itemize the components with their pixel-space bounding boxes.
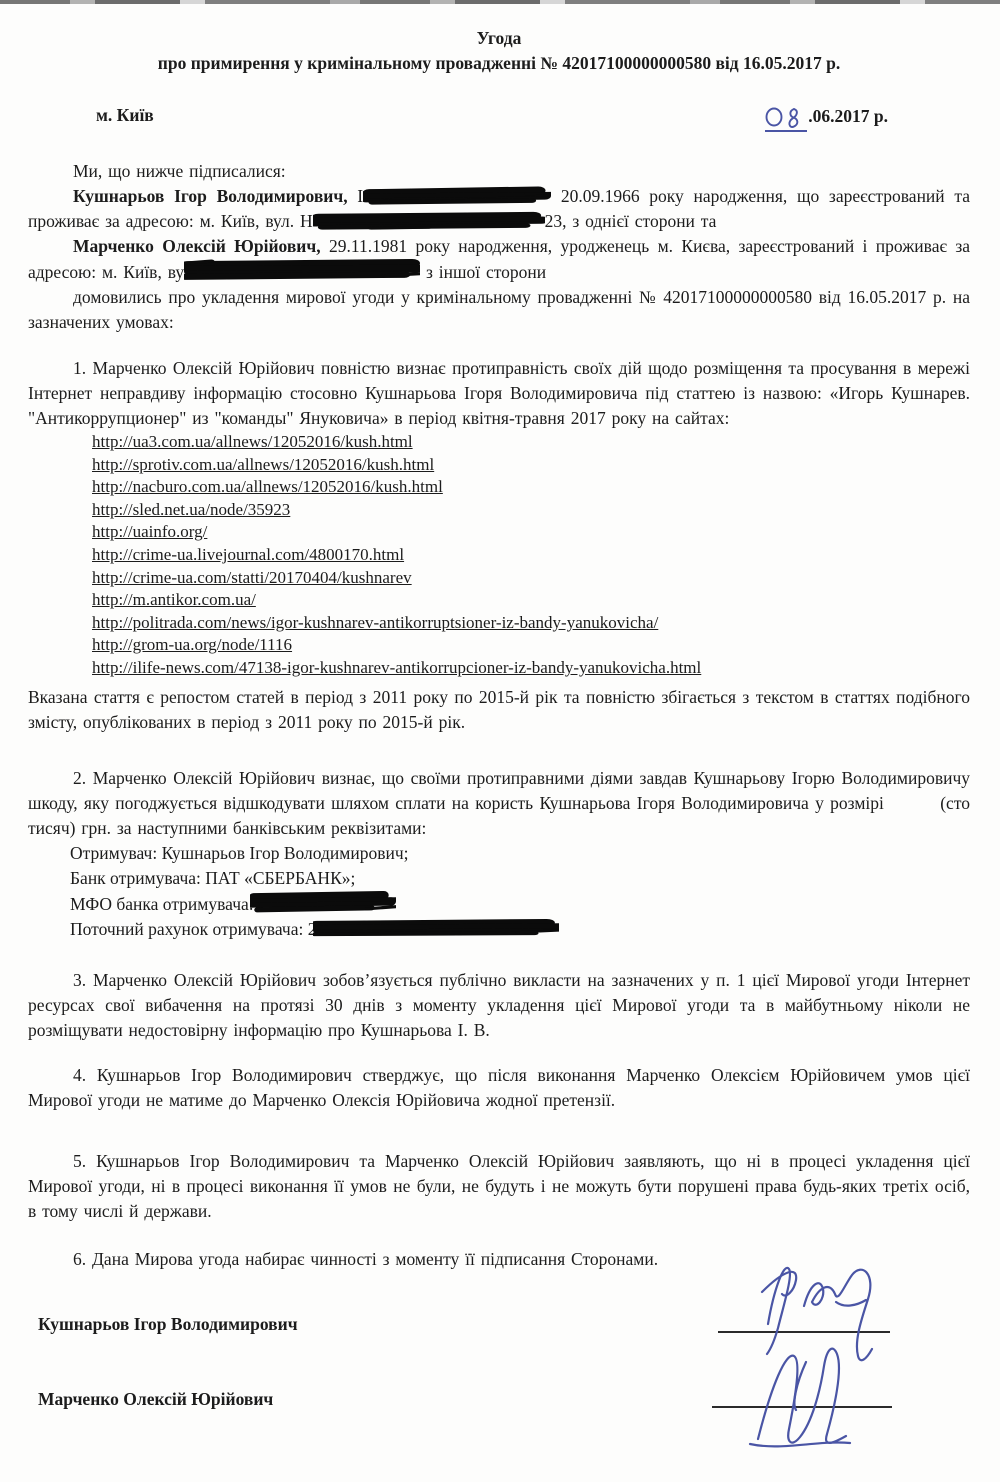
signature-line-1 [718,1331,890,1333]
paragraph-4: 4. Кушнарьов Ігор Володимирович стверджує, що після виконання Марченко Олексієм Юрійовичем умов цієї Мирової угоди не матиме до Марченко Олексія Юрійовича жодної претензії. [28,1064,970,1110]
signature-line-2 [712,1406,892,1408]
p2-amount: (сто тисяч) грн. [28,792,970,838]
agreement-paragraph: домовились про укладення мирової угоди у кримінальному провадженні № 42017100000000580 від 16.05.2017 р. на зазначених умовах: [28,287,970,332]
url-item: http://ua3.com.ua/allnews/12052016/kush.html [92,432,413,451]
scan-edge-artifact [0,0,1000,4]
p2-text2: за наступними банківським реквізитами: [116,817,427,838]
url-item: http://ilife-news.com/47138-igor-kushnarev-antikorrupcioner-iz-bandy-yanukovicha.html [92,657,702,677]
party1-name: Кушнарьов Ігор Володимирович, [73,186,348,206]
detail-account [28,917,970,942]
detail-account-visible: 2 [307,918,317,939]
url-item: http://politrada.com/news/igor-kushnarev-antikorruptsioner-iz-bandy-yanukovicha/ [92,612,659,632]
place-date-row [28,103,970,129]
party2-text2: з іншої сторони [420,262,547,282]
signatory-2-name: Марченко Олексій Юрійович [38,1388,274,1409]
redaction-mark [313,211,545,231]
url-item: http://uainfo.org/ [92,522,208,542]
paragraph-3: 3. Марченко Олексій Юрійович зобов’язується публічно викласти на зазначених у п. 1 цієї Мирової угоди Інтернет ресурсах свої вибачення на протязі 30 днів з моменту укладення цієї Мирової угоди та в майбутньому ніколи не розміщувати недостовірну інформацію про Кушнарьова І. В. [28,969,970,1040]
url-item: http://sled.net.ua/node/35923 [92,499,291,519]
redaction-mark [184,259,420,282]
signature-section [28,1272,970,1440]
intro-line: Ми, що нижче підписалися: [73,161,286,181]
signatory-1-name: Кушнарьов Ігор Володимирович [38,1313,298,1334]
detail-account-label: Поточний рахунок отримувача: [70,918,308,939]
url-item: http://sprotiv.com.ua/allnews/12052016/kush.html [92,454,435,474]
bank-details [28,841,970,942]
paragraph-1-after: Вказана стаття є репостом статей в період з 2011 року по 2015-й рік та повністю збігається з текстом в статтях подібного змісту, опублікованих в період з 2011 року по 2015-й рік. [28,686,970,732]
party1-text2: 23, з однієї сторони та [544,211,717,231]
document-subtitle: про примирення у кримінальному провадженні № 42017100000000580 від 16.05.2017 р. [157,53,841,73]
url-item: http://crime-ua.com/statti/20170404/kushnarev [92,567,412,587]
url-list [28,431,970,680]
detail-bank: Банк отримувача: ПАТ «СБЕРБАНК»; [70,867,356,888]
handwritten-date-ink [765,106,807,132]
party1-text1: 20.09.1966 року народження, що зареєстрований та проживає за адресою: м. Київ, вул. Н [28,186,970,231]
paragraph-1: 1. Марченко Олексій Юрійович повністю визнає протиправність своїх дій щодо розміщення та просування в мережі Інтернет неправдиву інформацію стосовно Кушнарьова Ігоря Володимировича під статтею із назвою: «Игорь Кушнарев. "Антикоррупционер" из "команды" Януковича» в період квітня-травня 2017 року на сайтах: [28,358,970,428]
party1-redaction-prefix: І [347,186,364,206]
redaction-mark [313,918,559,939]
detail-recipient: Отримувач: Кушнарьов Ігор Володимирович; [70,842,409,863]
url-item: http://m.antikor.com.ua/ [92,590,256,610]
url-item: http://grom-ua.org/node/1116 [92,635,293,655]
detail-mfo [28,891,970,917]
document-title: Угода [476,28,522,48]
party2-name: Марченко Олексій Юрійович, [73,236,321,256]
party2-text1: 29.11.1981 року народження, уродженець м. Києва, зареєстрований і проживає за адресою: м. Київ, ву [28,236,971,282]
paragraph-6: 6. Дана Мирова угода набирає чинності з моменту її підписання Сторонами. [73,1248,659,1269]
party1-paragraph [28,184,970,234]
party2-paragraph [28,234,970,285]
url-item: http://nacburo.com.ua/allnews/12052016/kush.html [92,477,443,497]
detail-mfo-label: МФО банка отримувача: [70,893,254,914]
paragraph-5: 5. Кушнарьов Ігор Володимирович та Марченко Олексій Юрійович заявляють, що ні в процесі укладення цієї Мирової угоди, ні в процесі виконання її умов не були, не будуть і не можуть бути порушені права будь-яких третіх осіб, в тому числі й держави. [28,1150,970,1221]
place-label: м. Київ [96,105,154,125]
date-block [765,103,970,129]
p2-text1: 2. Марченко Олексій Юрійович визнає, що своїми протиправними діями завдав Кушнарьову Ігорю Володимировичу шкоду, яку погоджується відшкодувати шляхом сплати на користь Кушнарьова Ігоря Володимировича у розмірі [28,767,970,813]
paragraph-2 [28,766,970,841]
redaction-mark [250,891,396,914]
url-item: http://crime-ua.livejournal.com/4800170.html [92,544,405,564]
handwritten-signatures-ink [646,1244,946,1459]
redaction-mark [363,186,551,206]
printed-date: .06.2017 р. [808,106,888,126]
